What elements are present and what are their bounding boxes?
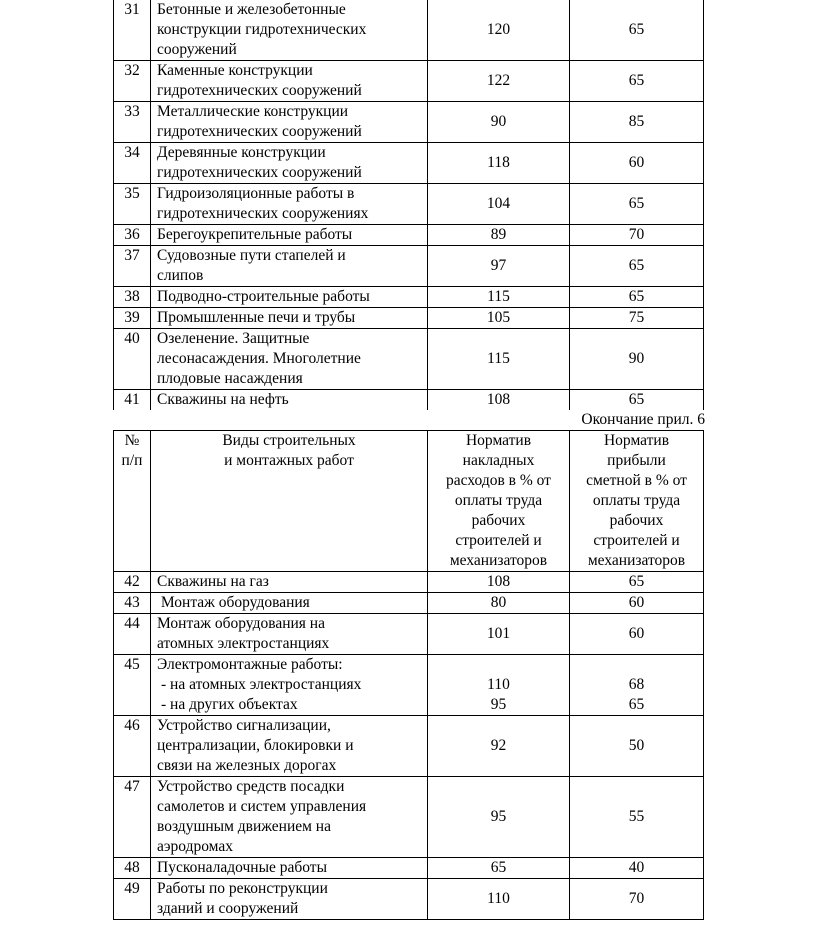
header-profit-line: сметной в % от <box>586 472 687 489</box>
work-type-line: плодовые насаждения <box>157 370 303 387</box>
header-num <box>114 431 151 572</box>
work-type-line: Устройство сигнализации, <box>157 717 331 734</box>
row-number: 47 <box>114 777 151 858</box>
table-row <box>114 716 704 777</box>
overhead-rate: 65 <box>428 858 570 879</box>
work-type-line: Берегоукрепительные работы <box>157 226 353 243</box>
header-profit-line: рабочих <box>609 512 664 529</box>
overhead-rate <box>428 655 570 716</box>
profit-rate: 90 <box>570 329 704 390</box>
table-row <box>114 777 704 858</box>
table-row <box>114 390 704 411</box>
profit-rate: 60 <box>570 593 704 614</box>
work-type-line: гидротехнических сооружений <box>157 123 362 140</box>
table-row <box>114 0 704 61</box>
work-type-line: Монтаж оборудования на <box>157 615 325 632</box>
profit-rate: 85 <box>570 102 704 143</box>
work-type-line: Гидроизоляционные работы в <box>157 185 355 202</box>
work-type <box>151 143 428 184</box>
table-row <box>114 102 704 143</box>
profit-rate: 65 <box>570 61 704 102</box>
work-type-line: гидротехнических сооружениях <box>157 205 369 222</box>
profit-rate: 65 <box>570 184 704 225</box>
overhead-rate: 92 <box>428 716 570 777</box>
profit-rate: 65 <box>570 572 704 593</box>
row-number: 42 <box>114 572 151 593</box>
profit-rate: 75 <box>570 308 704 329</box>
overhead-rate: 118 <box>428 143 570 184</box>
spacer-line <box>576 655 697 675</box>
work-type <box>151 879 428 920</box>
work-type-line: слипов <box>157 267 204 284</box>
profit-rate: 50 <box>570 716 704 777</box>
row-number: 32 <box>114 61 151 102</box>
header-overhead-line: накладных <box>462 452 535 469</box>
table-row <box>114 184 704 225</box>
row-number: 48 <box>114 858 151 879</box>
work-type <box>151 287 428 308</box>
row-number: 35 <box>114 184 151 225</box>
work-type <box>151 572 428 593</box>
spacer-line <box>434 655 563 675</box>
work-type <box>151 593 428 614</box>
profit-rate: 60 <box>570 143 704 184</box>
work-type <box>151 61 428 102</box>
overhead-rate: 97 <box>428 246 570 287</box>
work-type-line: Судовозные пути стапелей и <box>157 247 346 264</box>
work-type-line: Промышленные печи и трубы <box>157 309 356 326</box>
overhead-rate: 120 <box>428 0 570 61</box>
overhead-rate: 115 <box>428 329 570 390</box>
profit-rate: 65 <box>570 287 704 308</box>
work-type-line: Бетонные и железобетонные <box>157 1 346 18</box>
profit-rate: 60 <box>570 614 704 655</box>
work-type-line: Монтаж оборудования <box>157 594 310 611</box>
work-type-line: Работы по реконструкции <box>157 880 328 897</box>
row-number: 41 <box>114 390 151 411</box>
overhead-sub-value: 95 <box>490 696 507 713</box>
row-number: 33 <box>114 102 151 143</box>
overhead-rate: 110 <box>428 879 570 920</box>
bottom-table <box>113 430 704 920</box>
work-type-line: Металлические конструкции <box>157 103 349 120</box>
work-type <box>151 655 428 716</box>
work-type <box>151 329 428 390</box>
profit-rate: 70 <box>570 225 704 246</box>
work-type-line: Деревянные конструкции <box>157 144 326 161</box>
work-type <box>151 0 428 61</box>
work-type-line: воздушным движением на <box>157 818 331 835</box>
overhead-rate: 105 <box>428 308 570 329</box>
work-type-line: конструкции гидротехнических <box>157 21 367 38</box>
overhead-rate: 104 <box>428 184 570 225</box>
overhead-rate: 101 <box>428 614 570 655</box>
top-table <box>113 0 704 410</box>
header-overhead-line: оплаты труда <box>454 492 543 509</box>
table-row <box>114 614 704 655</box>
work-type-line: централизации, блокировки и <box>157 737 354 754</box>
work-type-subline: - на атомных электростанциях <box>161 676 362 693</box>
profit-rate: 65 <box>570 0 704 61</box>
profit-sub-value: 68 <box>628 676 645 693</box>
work-type <box>151 777 428 858</box>
overhead-rate: 108 <box>428 390 570 411</box>
table-row <box>114 879 704 920</box>
row-number: 39 <box>114 308 151 329</box>
work-type <box>151 614 428 655</box>
work-type <box>151 716 428 777</box>
row-number: 43 <box>114 593 151 614</box>
header-num-line: № <box>124 432 140 449</box>
overhead-rate: 80 <box>428 593 570 614</box>
overhead-rate: 122 <box>428 61 570 102</box>
row-number: 44 <box>114 614 151 655</box>
work-type-line: самолетов и систем управления <box>157 798 367 815</box>
table-row <box>114 246 704 287</box>
table-row <box>114 308 704 329</box>
profit-sub-value: 65 <box>628 696 645 713</box>
header-row <box>114 431 704 572</box>
work-type-subline: - на других объектах <box>161 696 298 713</box>
header-profit-line: механизаторов <box>587 552 686 569</box>
header-overhead-line: рабочих <box>471 512 526 529</box>
overhead-rate: 95 <box>428 777 570 858</box>
row-number: 40 <box>114 329 151 390</box>
work-type <box>151 308 428 329</box>
row-number: 36 <box>114 225 151 246</box>
work-type-line: Электромонтажные работы: <box>157 656 343 673</box>
work-type-line: сооружений <box>157 41 237 58</box>
table-row <box>114 572 704 593</box>
row-number: 45 <box>114 655 151 716</box>
header-overhead-line: механизаторов <box>449 552 548 569</box>
header-overhead-line: Норматив <box>465 432 532 449</box>
work-type <box>151 225 428 246</box>
work-type-line: лесонасаждения. Многолетние <box>157 350 361 367</box>
header-profit-line: строителей и <box>593 532 680 549</box>
work-type-line: Каменные конструкции <box>157 62 313 79</box>
work-type-line: связи на железных дорогах <box>157 757 337 774</box>
header-overhead-line: расходов в % от <box>446 472 551 489</box>
row-number: 31 <box>114 0 151 61</box>
work-type <box>151 102 428 143</box>
work-type <box>151 390 428 411</box>
overhead-rate: 108 <box>428 572 570 593</box>
overhead-rate: 115 <box>428 287 570 308</box>
overhead-rate: 90 <box>428 102 570 143</box>
work-type-line: гидротехнических сооружений <box>157 164 362 181</box>
work-type <box>151 184 428 225</box>
table-row <box>114 329 704 390</box>
header-name-line: и монтажных работ <box>224 452 354 469</box>
header-profit-line: прибыли <box>607 452 666 469</box>
header-profit <box>570 431 704 572</box>
work-type-line: гидротехнических сооружений <box>157 82 362 99</box>
work-type-line: аэродромах <box>157 838 234 855</box>
profit-rate <box>570 655 704 716</box>
row-number: 37 <box>114 246 151 287</box>
work-type-line: Скважины на газ <box>157 573 269 590</box>
header-name-line: Виды строительных <box>222 432 356 449</box>
work-type-line: зданий и сооружений <box>157 900 299 917</box>
work-type-line: Скважины на нефть <box>157 391 289 408</box>
row-number: 34 <box>114 143 151 184</box>
work-type-line: Пусконаладочные работы <box>157 859 327 876</box>
work-type <box>151 858 428 879</box>
header-name <box>151 431 428 572</box>
work-type-line: атомных электростанциях <box>157 635 330 652</box>
header-profit-line: оплаты труда <box>592 492 681 509</box>
profit-rate: 55 <box>570 777 704 858</box>
work-type-line: Подводно-строительные работы <box>157 288 370 305</box>
table-row <box>114 287 704 308</box>
table-row <box>114 225 704 246</box>
table-row <box>114 858 704 879</box>
work-type-line: Озеленение. Защитные <box>157 330 310 347</box>
table-row <box>114 593 704 614</box>
header-overhead <box>428 431 570 572</box>
row-number: 46 <box>114 716 151 777</box>
appendix-caption: Окончание прил. 6 <box>581 411 705 428</box>
overhead-rate: 89 <box>428 225 570 246</box>
profit-rate: 65 <box>570 390 704 411</box>
table-row <box>114 143 704 184</box>
header-overhead-line: строителей и <box>455 532 542 549</box>
row-number: 38 <box>114 287 151 308</box>
work-type-line: Устройство средств посадки <box>157 778 345 795</box>
overhead-sub-value: 110 <box>487 676 510 693</box>
header-profit-line: Норматив <box>603 432 670 449</box>
table-row <box>114 655 704 716</box>
row-number: 49 <box>114 879 151 920</box>
profit-rate: 40 <box>570 858 704 879</box>
profit-rate: 70 <box>570 879 704 920</box>
profit-rate: 65 <box>570 246 704 287</box>
header-num-line: п/п <box>121 452 143 469</box>
work-type <box>151 246 428 287</box>
table-row <box>114 61 704 102</box>
